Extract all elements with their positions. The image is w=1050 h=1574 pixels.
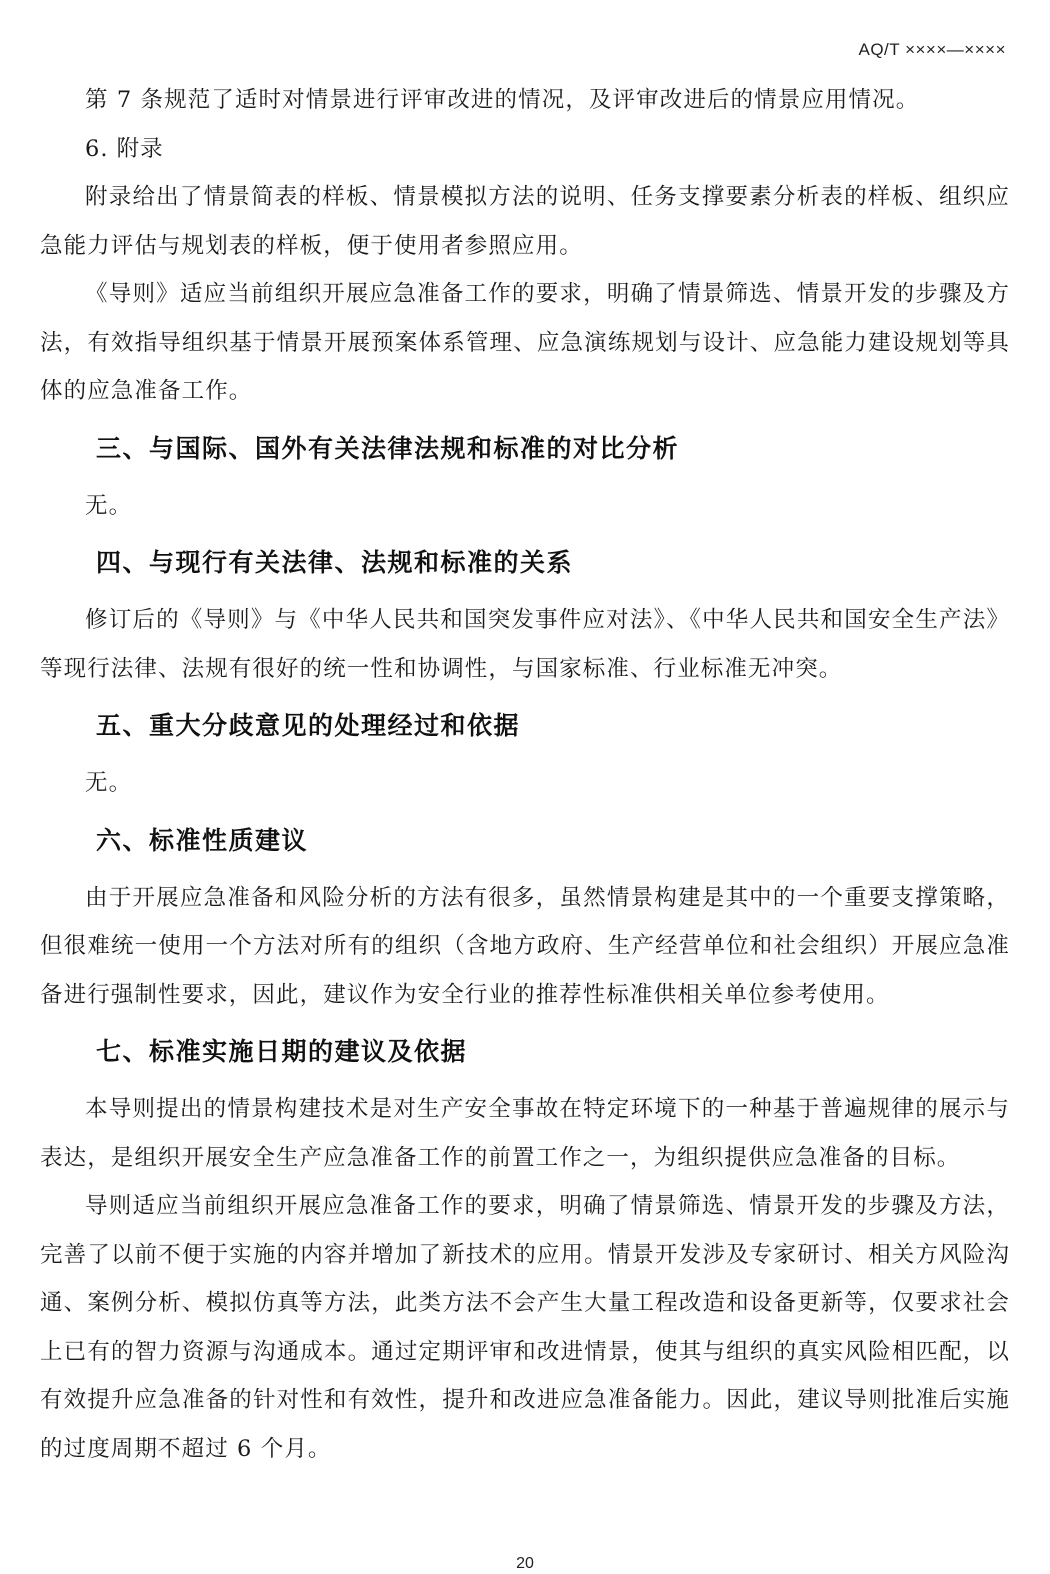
paragraph-section-4: 修订后的《导则》与《中华人民共和国突发事件应对法》、《中华人民共和国安全生产法》等现行法律、法规有很好的统一性和协调性，与国家标准、行业标准无冲突。 xyxy=(40,607,1010,682)
paragraph-section-5: 无。 xyxy=(85,770,133,796)
section-heading-3: 三、与国际、国外有关法律法规和标准的对比分析 xyxy=(96,433,680,463)
paragraph-section-6: 由于开展应急准备和风险分析的方法有很多，虽然情景构建是其中的一个重要支撑策略，但很难统一使用一个方法对所有的组织（含地方政府、生产经营单位和社会组织）开展应急准备进行强制性要求，因此，建议作为安全行业的推荐性标准供相关单位参考使用。 xyxy=(40,884,1010,1008)
paragraph-section-7-a: 本导则提出的情景构建技术是对生产安全事故在特定环境下的一种基于普遍规律的展示与表达，是组织开展安全生产应急准备工作的前置工作之一，为组织提供应急准备的目标。 xyxy=(40,1096,1010,1171)
section-heading-7: 七、标准实施日期的建议及依据 xyxy=(96,1037,468,1066)
list-item-appendix: 6. 附录 xyxy=(85,135,164,162)
paragraph-appendix: 附录给出了情景简表的样板、情景模拟方法的说明、任务支撑要素分析表的样板、组织应急能力评估与规划表的样板，便于使用者参照应用。 xyxy=(40,184,1010,259)
paragraph-article-7: 第 7 条规范了适时对情景进行评审改进的情况，及评审改进后的情景应用情况。 xyxy=(85,87,920,113)
paragraph-guideline-summary: 《导则》适应当前组织开展应急准备工作的要求，明确了情景筛选、情景开发的步骤及方法，有效指导组织基于情景开展预案体系管理、应急演练规划与设计、应急能力建设规划等具体的应急准备工作。 xyxy=(40,281,1010,404)
paragraph-section-7-b: 导则适应当前组织开展应急准备工作的要求，明确了情景筛选、情景开发的步骤及方法，完善了以前不便于实施的内容并增加了新技术的应用。情景开发涉及专家研讨、相关方风险沟通、案例分析、模拟仿真等方法，此类方法不会产生大量工程改造和设备更新等，仅要求社会上已有的智力资源与沟通成本。通过定期评审和改进情景，使其与组织的真实风险相匹配，以有效提升应急准备的针对性和有效性，提升和改进应急准备能力。因此，建议导则批准后实施的过度周期不超过 6 个月。 xyxy=(40,1193,1010,1462)
section-heading-5: 五、重大分歧意见的处理经过和依据 xyxy=(96,711,521,740)
page-number: 20 xyxy=(516,1555,534,1572)
paragraph-section-3: 无。 xyxy=(85,492,133,519)
section-heading-4: 四、与现行有关法律、法规和标准的关系 xyxy=(96,548,574,577)
document-code-header: AQ/T ××××—×××× xyxy=(858,40,1006,59)
section-heading-6: 六、标准性质建议 xyxy=(96,825,309,855)
document-body xyxy=(40,76,1010,1473)
